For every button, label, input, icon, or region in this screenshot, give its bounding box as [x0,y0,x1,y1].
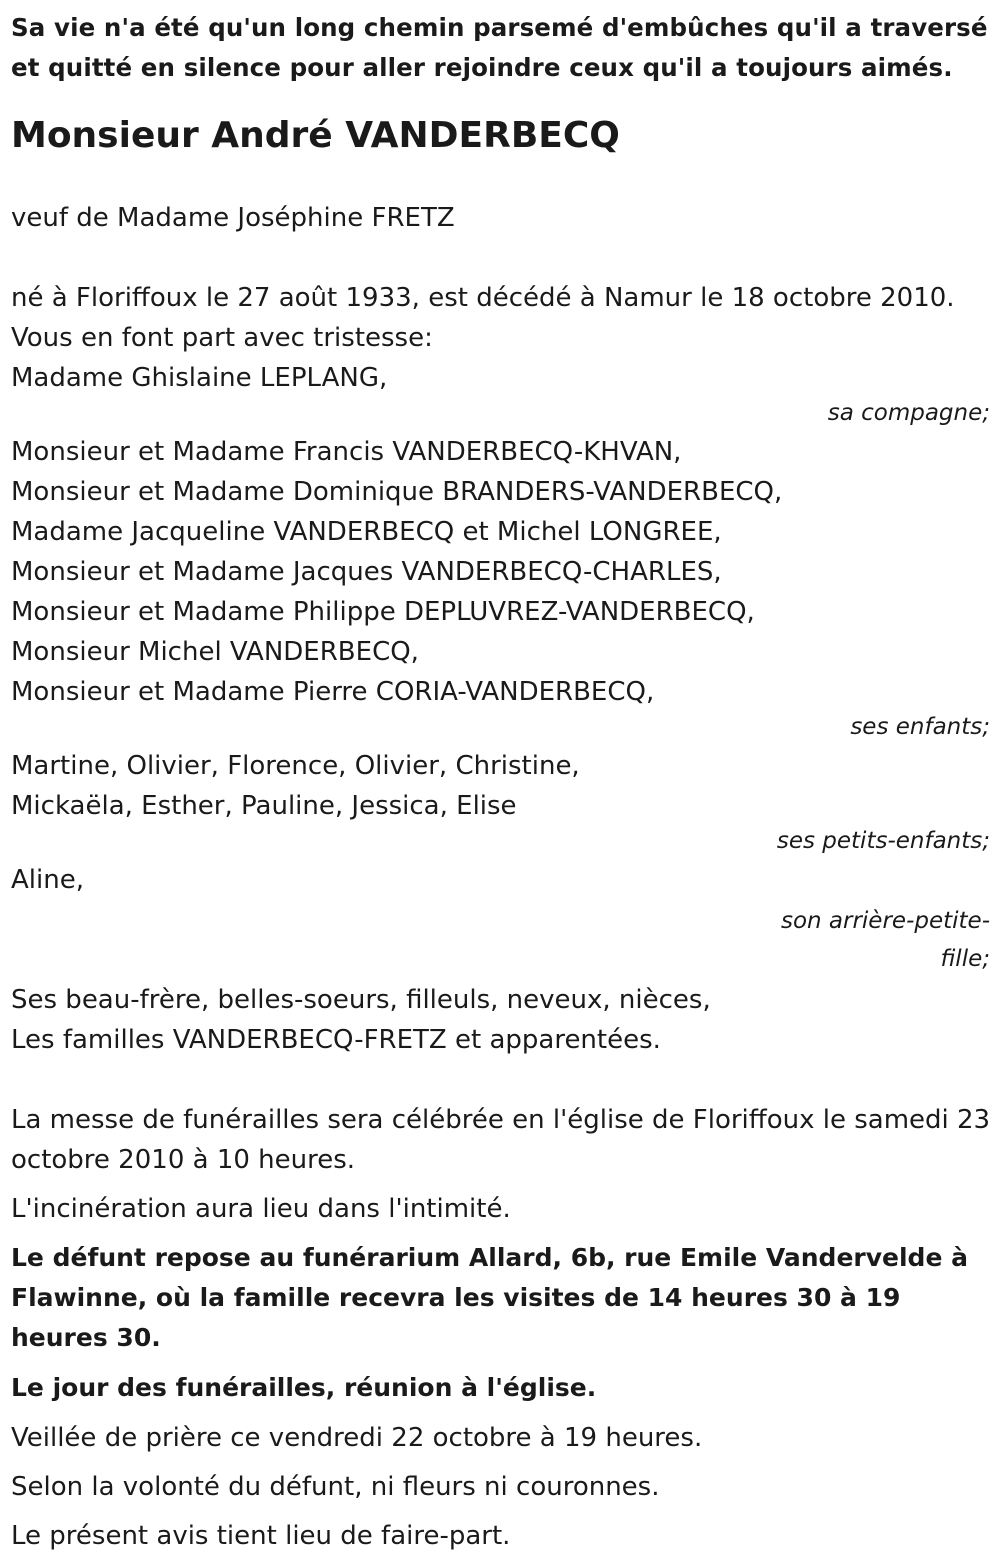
companion-role: sa compagne; [827,400,990,426]
meeting: Le jour des funérailles, réunion à l'église. [11,1373,597,1402]
extended-family-line: Ses beau-frère, belles-soeurs, filleuls, neveux, nièces, [11,985,711,1015]
widower-line: veuf de Madame Joséphine FRETZ [11,203,455,233]
visitation: Le défunt repose au funérarium Allard, 6b, rue Emile Vandervelde à Flawinne, où la famille recevra les visites de 14 heures 30 à 19 heures 30. [11,1243,968,1352]
great-grandchild-role-line2: fille; [940,946,990,972]
child-name: Madame Jacqueline VANDERBECQ et Michel LONGREE, [11,517,722,547]
companion-section [11,358,991,429]
epitaph: Sa vie n'a été qu'un long chemin parsemé d'embûches qu'il a traversé et quitté en silence pour aller rejoindre ceux qu'il a toujours aimés. [11,13,988,82]
grandchildren-names: Martine, Olivier, Florence, Olivier, Christine, [11,751,580,781]
obituary-notice [11,0,991,1556]
companion-name: Madame Ghislaine LEPLANG, [11,363,388,393]
vigil: Veillée de prière ce vendredi 22 octobre à 19 heures. [11,1423,703,1453]
grandchildren-section [11,746,991,857]
wishes: Selon la volonté du défunt, ni fleurs ni couronnes. [11,1472,660,1502]
birth-death-line: né à Floriffoux le 27 août 1933, est décédé à Namur le 18 octobre 2010. [11,283,955,313]
cremation: L'incinération aura lieu dans l'intimité. [11,1194,511,1224]
extended-family-section [11,980,991,1060]
child-name: Monsieur et Madame Francis VANDERBECQ-KHVAN, [11,437,682,467]
grandchildren-names: Mickaëla, Esther, Pauline, Jessica, Elise [11,791,517,821]
great-grandchild-section [11,860,991,976]
child-name: Monsieur et Madame Philippe DEPLUVREZ-VANDERBECQ, [11,597,755,627]
funeral-mass: La messe de funérailles sera célébrée en l'église de Floriffoux le samedi 23 octobre 2010 à 10 heures. [11,1105,991,1175]
child-name: Monsieur et Madame Jacques VANDERBECQ-CHARLES, [11,557,722,587]
children-role: ses enfants; [850,714,990,740]
child-name: Monsieur Michel VANDERBECQ, [11,637,419,667]
extended-family-line: Les familles VANDERBECQ-FRETZ et apparentées. [11,1025,661,1055]
great-grandchild-name: Aline, [11,865,84,895]
grandchildren-role: ses petits-enfants; [776,828,990,854]
great-grandchild-role-line1: son arrière-petite- [780,908,990,934]
child-name: Monsieur et Madame Dominique BRANDERS-VANDERBECQ, [11,477,783,507]
deceased-name: Monsieur André VANDERBECQ [11,115,620,156]
children-section [11,432,991,743]
notice: Le présent avis tient lieu de faire-part. [11,1521,511,1551]
announce-intro: Vous en font part avec tristesse: [11,323,433,353]
child-name: Monsieur et Madame Pierre CORIA-VANDERBECQ, [11,677,655,707]
